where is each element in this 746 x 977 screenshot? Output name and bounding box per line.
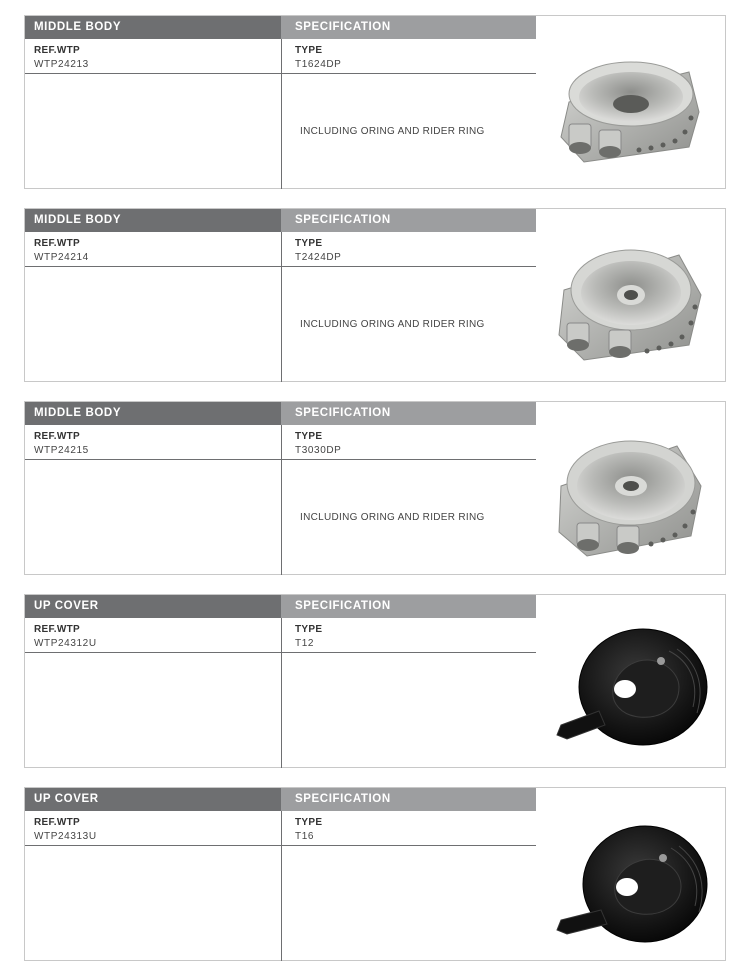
category-header: UP COVER [25, 595, 281, 618]
ref-label: REF.WTP [34, 431, 80, 442]
spec-note: INCLUDING ORING AND RIDER RING [300, 319, 485, 330]
up-cover-photo [539, 621, 709, 751]
type-label: TYPE [295, 624, 323, 635]
row-rule [25, 652, 281, 653]
ref-value: WTP24313U [34, 831, 97, 842]
product-card [24, 787, 726, 961]
ref-label: REF.WTP [34, 45, 80, 56]
product-card [24, 15, 726, 189]
middle-body-photo [539, 42, 709, 172]
ref-value: WTP24213 [34, 59, 89, 70]
category-header: MIDDLE BODY [25, 16, 281, 39]
category-header: MIDDLE BODY [25, 402, 281, 425]
ref-label: REF.WTP [34, 817, 80, 828]
specification-header: SPECIFICATION [281, 595, 536, 618]
product-card [24, 401, 726, 575]
spec-note: INCLUDING ORING AND RIDER RING [300, 512, 485, 523]
category-header: UP COVER [25, 788, 281, 811]
row-rule [25, 73, 281, 74]
row-rule [282, 652, 536, 653]
specification-header: SPECIFICATION [281, 402, 536, 425]
column-divider [281, 618, 282, 768]
ref-label: REF.WTP [34, 624, 80, 635]
type-label: TYPE [295, 817, 323, 828]
spec-note: INCLUDING ORING AND RIDER RING [300, 126, 485, 137]
type-value: T12 [295, 638, 315, 649]
specification-header: SPECIFICATION [281, 788, 536, 811]
product-card [24, 594, 726, 768]
type-value: T3030DP [295, 445, 342, 456]
row-rule [25, 845, 281, 846]
row-rule [282, 459, 536, 460]
type-value: T16 [295, 831, 315, 842]
product-card [24, 208, 726, 382]
type-value: T1624DP [295, 59, 342, 70]
specification-header: SPECIFICATION [281, 209, 536, 232]
type-label: TYPE [295, 238, 323, 249]
specification-header: SPECIFICATION [281, 16, 536, 39]
middle-body-photo [539, 235, 709, 365]
row-rule [25, 459, 281, 460]
column-divider [281, 39, 282, 189]
column-divider [281, 811, 282, 961]
type-label: TYPE [295, 45, 323, 56]
row-rule [282, 845, 536, 846]
type-label: TYPE [295, 431, 323, 442]
type-value: T2424DP [295, 252, 342, 263]
ref-value: WTP24312U [34, 638, 97, 649]
row-rule [282, 73, 536, 74]
ref-label: REF.WTP [34, 238, 80, 249]
row-rule [25, 266, 281, 267]
column-divider [281, 425, 282, 575]
up-cover-photo [539, 814, 709, 944]
ref-value: WTP24214 [34, 252, 89, 263]
middle-body-photo [539, 428, 709, 558]
ref-value: WTP24215 [34, 445, 89, 456]
row-rule [282, 266, 536, 267]
category-header: MIDDLE BODY [25, 209, 281, 232]
column-divider [281, 232, 282, 382]
